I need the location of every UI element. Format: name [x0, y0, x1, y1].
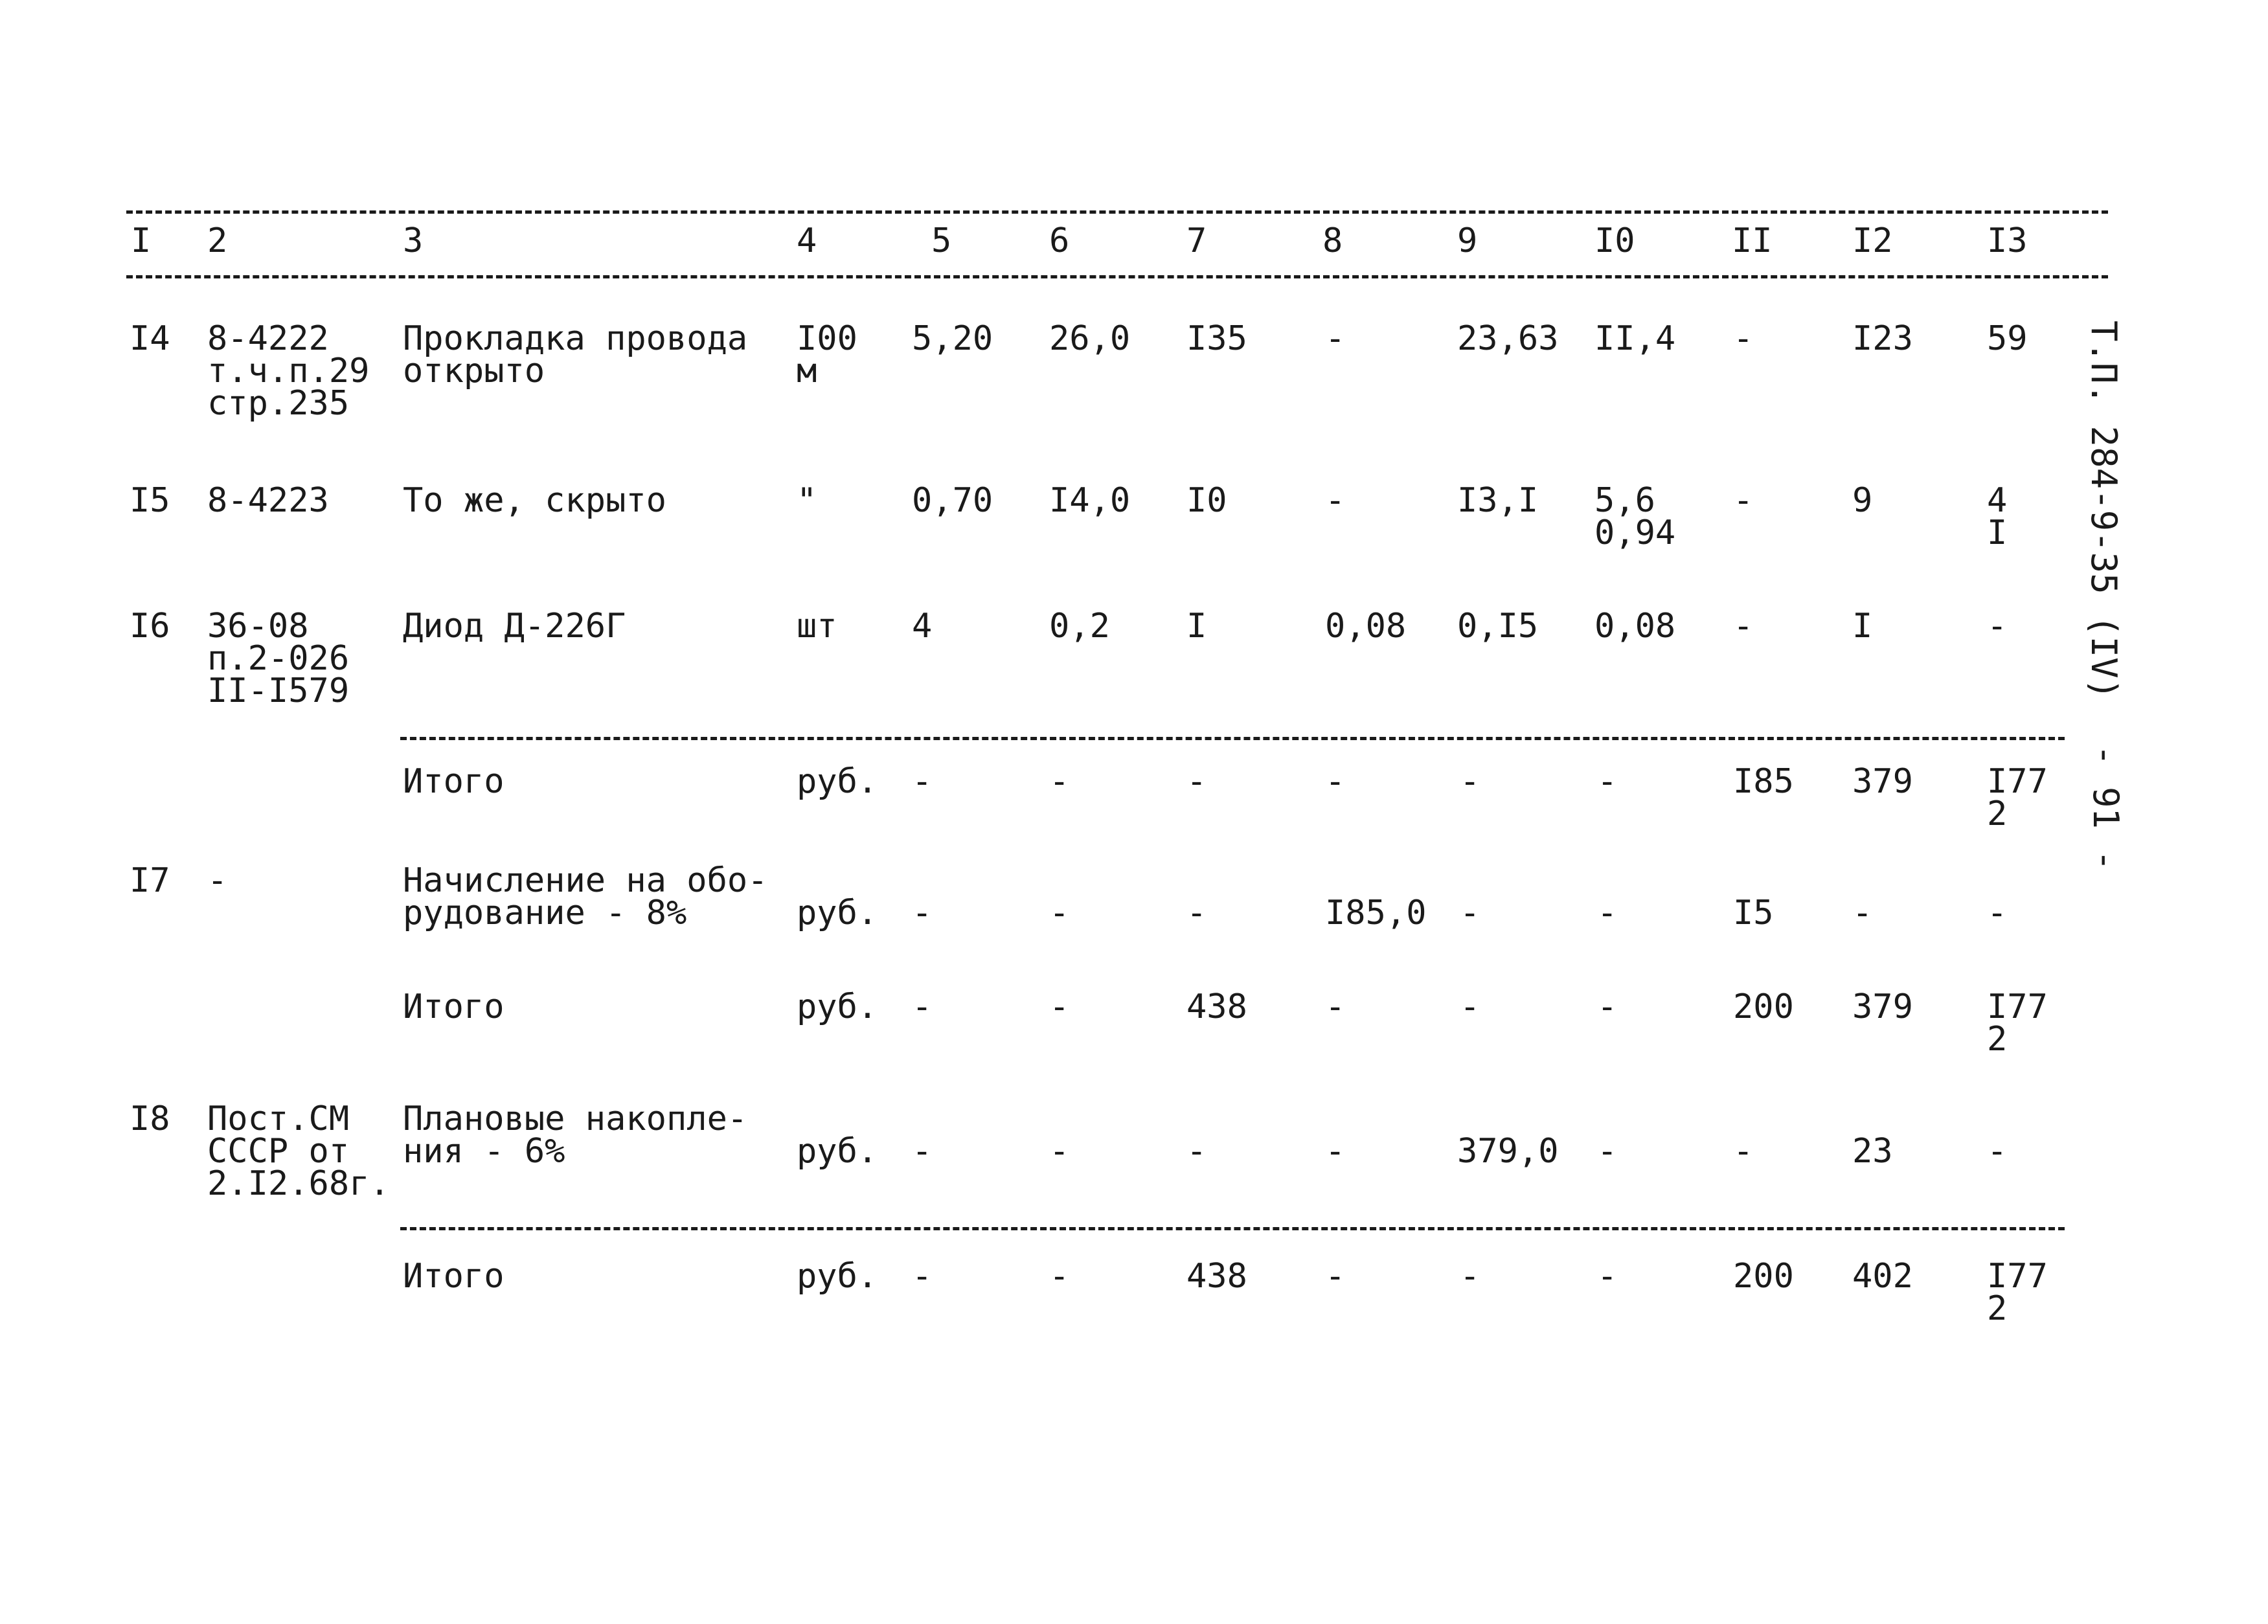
row-description: Диод Д-226Г — [403, 607, 626, 646]
row-col-7: - — [1186, 1132, 1207, 1171]
row-unit: руб. — [797, 987, 878, 1026]
row-code: Пост.СМ СССР от 2.I2.68г. — [207, 1100, 390, 1203]
row-col-9: - — [1460, 762, 1480, 801]
row-col-12: I23 — [1852, 319, 1913, 358]
row-col-13: 4 I — [1987, 481, 2008, 552]
row-col-6: - — [1049, 894, 1070, 932]
header-col-3: 3 — [403, 221, 424, 260]
row-col-10: 5,6 0,94 — [1594, 481, 1676, 552]
row-code: - — [207, 861, 228, 900]
row-col-11: 200 — [1733, 1257, 1794, 1296]
row-col-13: 59 — [1987, 319, 2028, 358]
row-col-13: I77 2 — [1987, 762, 2048, 833]
row-col-12: 402 — [1852, 1257, 1913, 1296]
row-col-5: - — [912, 894, 933, 932]
row-description: Прокладка провода открыто — [403, 319, 748, 390]
header-col-13: I3 — [1987, 221, 2028, 260]
row-col-5: 0,70 — [912, 481, 993, 520]
row-unit: руб. — [797, 1257, 878, 1296]
header-bottom-rule — [126, 275, 2108, 278]
row-number: I7 — [130, 861, 170, 900]
row-col-9: 0,I5 — [1457, 607, 1539, 646]
row-col-5: - — [912, 762, 933, 801]
side-document-code: Т.П. 284-9-35 (IV) — [2083, 321, 2124, 700]
row-unit: руб. — [797, 762, 878, 801]
row-col-6: - — [1049, 987, 1070, 1026]
row-col-6: - — [1049, 762, 1070, 801]
row-col-8: - — [1325, 762, 1346, 801]
header-col-1: I — [131, 221, 152, 260]
row-unit: руб. — [797, 894, 878, 932]
row-col-8: 0,08 — [1325, 607, 1407, 646]
row-col-12: 9 — [1852, 481, 1873, 520]
header-col-7: 7 — [1186, 221, 1207, 260]
row-col-5: 4 — [912, 607, 933, 646]
row-col-7: I35 — [1186, 319, 1247, 358]
row-col-10: II,4 — [1594, 319, 1676, 358]
header-col-11: II — [1732, 221, 1773, 260]
row-col-11: - — [1733, 481, 1754, 520]
row-col-11: I85 — [1733, 762, 1794, 801]
page-number: - 91 - — [2085, 745, 2126, 872]
row-col-5: - — [912, 987, 933, 1026]
row-col-10: - — [1597, 1132, 1618, 1171]
row-description: Итого — [403, 762, 505, 801]
row-col-8: I85,0 — [1325, 894, 1427, 932]
row-col-5: - — [912, 1257, 933, 1296]
row-col-9: - — [1460, 1257, 1480, 1296]
row-col-12: 23 — [1852, 1132, 1893, 1171]
row-col-5: - — [912, 1132, 933, 1171]
row-description: Плановые накопле- ния - 6% — [403, 1100, 748, 1171]
row-col-13: - — [1987, 1132, 2008, 1171]
row-col-13: I77 2 — [1987, 1257, 2048, 1328]
row-col-9: - — [1460, 894, 1480, 932]
row-col-8: - — [1325, 1257, 1346, 1296]
header-col-8: 8 — [1322, 221, 1343, 260]
row-code: 8-4222 т.ч.п.29 стр.235 — [207, 319, 370, 423]
row-col-10: - — [1597, 894, 1618, 932]
row-col-12: 379 — [1852, 762, 1913, 801]
header-col-5: 5 — [931, 221, 952, 260]
row-number: I8 — [130, 1100, 170, 1138]
row-number: I4 — [130, 319, 170, 358]
header-top-rule — [126, 210, 2108, 214]
row-unit: " — [797, 481, 817, 520]
row-col-12: I — [1852, 607, 1873, 646]
row-col-7: 438 — [1186, 1257, 1247, 1296]
row-col-11: 200 — [1733, 987, 1794, 1026]
row-col-10: 0,08 — [1594, 607, 1676, 646]
row-col-6: I4,0 — [1049, 481, 1131, 520]
row-number: I6 — [130, 607, 170, 646]
row-code: 8-4223 — [207, 481, 329, 520]
row-col-12: - — [1852, 894, 1873, 932]
total-rule — [400, 1227, 2065, 1230]
row-description: Начисление на обо- рудование - 8% — [403, 861, 768, 932]
row-col-8: - — [1325, 319, 1346, 358]
row-col-11: - — [1733, 1132, 1754, 1171]
row-col-5: 5,20 — [912, 319, 993, 358]
row-col-11: I5 — [1733, 894, 1774, 932]
row-col-6: 0,2 — [1049, 607, 1110, 646]
row-unit: руб. — [797, 1132, 878, 1171]
row-col-8: - — [1325, 987, 1346, 1026]
row-col-10: - — [1597, 987, 1618, 1026]
subtotal-rule — [400, 737, 2065, 740]
row-col-10: - — [1597, 762, 1618, 801]
row-col-9: 23,63 — [1457, 319, 1559, 358]
row-description: Итого — [403, 987, 505, 1026]
row-number: I5 — [130, 481, 170, 520]
row-description: То же, скрыто — [403, 481, 666, 520]
row-col-11: - — [1733, 607, 1754, 646]
row-col-8: - — [1325, 1132, 1346, 1171]
header-col-9: 9 — [1457, 221, 1478, 260]
row-col-9: 379,0 — [1457, 1132, 1559, 1171]
row-col-9: I3,I — [1457, 481, 1539, 520]
row-col-7: I0 — [1186, 481, 1227, 520]
row-col-7: - — [1186, 894, 1207, 932]
row-col-7: I — [1186, 607, 1207, 646]
row-col-13: - — [1987, 894, 2008, 932]
row-col-13: - — [1987, 607, 2008, 646]
row-code: 36-08 п.2-026 II-I579 — [207, 607, 350, 710]
header-col-10: I0 — [1594, 221, 1635, 260]
header-col-12: I2 — [1852, 221, 1893, 260]
row-col-7: 438 — [1186, 987, 1247, 1026]
row-col-7: - — [1186, 762, 1207, 801]
row-unit: шт — [797, 607, 837, 646]
row-col-10: - — [1597, 1257, 1618, 1296]
row-col-11: - — [1733, 319, 1754, 358]
row-col-9: - — [1460, 987, 1480, 1026]
header-col-2: 2 — [207, 221, 228, 260]
row-col-8: - — [1325, 481, 1346, 520]
header-col-4: 4 — [797, 221, 817, 260]
row-col-12: 379 — [1852, 987, 1913, 1026]
row-col-6: - — [1049, 1257, 1070, 1296]
header-col-6: 6 — [1049, 221, 1070, 260]
row-col-6: - — [1049, 1132, 1070, 1171]
row-col-6: 26,0 — [1049, 319, 1131, 358]
row-col-13: I77 2 — [1987, 987, 2048, 1059]
row-description: Итого — [403, 1257, 505, 1296]
row-unit: I00 м — [797, 319, 857, 390]
